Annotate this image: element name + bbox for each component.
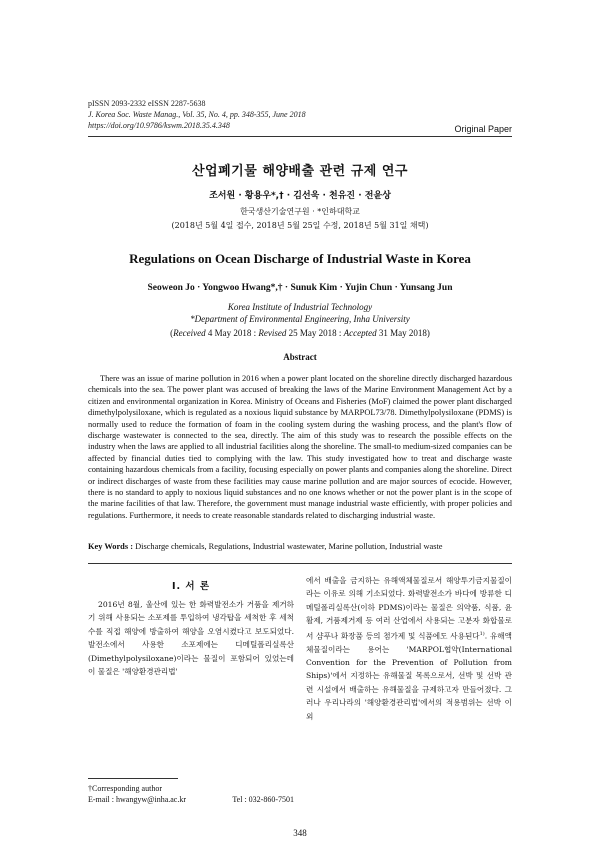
journal-header — [88, 98, 418, 131]
keywords-label: Key Words : — [88, 542, 133, 551]
abstract-heading: Abstract — [283, 352, 317, 362]
accepted-date: 31 May 2018 — [378, 328, 427, 338]
received-label: Received — [173, 328, 206, 338]
section-heading-introduction: I. 서 론 — [171, 581, 211, 592]
reference-marker: 1) — [479, 630, 485, 637]
revised-date: 25 May 2018 — [288, 328, 337, 338]
paper-type-label: Original Paper — [454, 124, 512, 134]
korean-title: 산업폐기물 해양배출 관련 규제 연구 — [192, 164, 408, 179]
corresponding-author-label: †Corresponding author — [88, 784, 162, 793]
corresponding-email[interactable]: E-mail : hwangyw@inha.ac.kr — [88, 795, 187, 804]
korean-dates: (2018년 5월 4일 접수, 2018년 5월 25일 수정, 2018년 5월 31일 채택) — [171, 221, 429, 230]
abstract-text: There was an issue of marine pollution in 2016 when a power plant located on the shoreline directly discharged hazardous chemicals into the sea. The power plant was accused of breaking the laws of the Marine Environment Management Act by a citizen and environmental organization in Korea. Ministry of Oceans and Fisheries (MoF) claimed the power plant discharged dimethylpolysiloxane, which is regulated as a noxious liquid substance by MARPOL73/78. Dimethylpolysiloxane (PDMS) is normally used to reduce the formation of foam in the cooling system during the washing process, and the plant's flow of discharge wastewater is connected to the sea, directly. The aim of this study was to research the possible effects on the industry when the laws are applied to all industrial facilities along the shoreline. The small-to medium-sized companies can be affected by financial duties tied to complying with the law. This study investigated how to treat and discharge waste containing hazardous chemicals from a facility, focusing especially on power plants and companies along the shoreline. Direct or indirect discharges of waste from these facilities may cause marine pollution and are major sources of ecocide. However, there is no standard to apply to noxious liquid substances and no one knows whether or not the power plant is in the scope of the marine facilities of that law. Therefore, the government must manage industrial waste efficiently, with proper policies and regulations. Furthermore, it needs to create reasonable standards related to discharging industrial waste. — [88, 374, 512, 520]
revised-label: Revised — [258, 328, 287, 338]
body-column-right — [306, 574, 512, 723]
english-affiliation-2: *Department of Environmental Engineering, Inha University — [190, 314, 410, 324]
accepted-label: Accepted — [343, 328, 377, 338]
body-paragraph-right: 에서 배출을 금지하는 유해액체물질로서 해양투기금지물질이라는 이유로 의해 기소되었다. 화력발전소가 바다에 방류한 디메틸폴리실록산(이하 PDMS)이라는 물질은 의약품, 식품, 윤활제, 거품제거제 등 여러 산업에서 사용되는 고분자 화합물로서 샴푸나 화장품 등의 첨가제 및 식품에도 사용된다$^{1)}$. 유해액체물질이라는 용어는 'MARPOL협약(International Convention for the Prevention of Pollution from Ships)'에서 지정하는 유해물질 목록으로서, 선박 및 선박 관련 시설에서 배출하는 유해물질을 규제하고자 만들어졌다. 그러나 우리나라의 '해양환경관리법'에서의 적용범위는 선박 이외 — [306, 576, 512, 721]
english-dates: (Received 4 May 2018 : Revised 25 May 2018 : Accepted 31 May 2018) — [170, 328, 430, 338]
korean-affiliation: 한국생산기술연구원 · *인하대학교 — [240, 207, 360, 216]
body-paragraph-left: 2016년 8월, 울산에 있는 한 화력발전소가 거품을 제거하기 위해 사용되는 소포제를 투입하여 냉각탑을 세척한 후 세척수를 직접 해양에 방출하여 해양을 오염시켰다고 보도되었다. 발전소에서 사용한 소포제에는 디메틸폴리실록산(Dimethylpolysiloxane)이라는 물질이 포함되어 있었는데 이 물질은 '해양환경관리법' — [88, 600, 294, 677]
page-number: 348 — [293, 828, 307, 838]
footnote — [88, 783, 294, 805]
english-title: Regulations on Ocean Discharge of Industrial Waste in Korea — [129, 251, 471, 266]
korean-authors: 조서원 · 황용우*,† · 김선욱 · 천유진 · 전윤상 — [209, 191, 391, 201]
issn-line: pISSN 2093-2332 eISSN 2287-5638 — [88, 99, 206, 108]
received-date: 4 May 2018 — [207, 328, 252, 338]
abstract-divider — [88, 563, 512, 564]
body-column-left — [88, 574, 294, 678]
footnote-divider — [88, 778, 178, 779]
corresponding-phone: Tel : 032-860-7501 — [232, 795, 294, 804]
english-affiliation-1: Korea Institute of Industrial Technology — [227, 302, 373, 312]
english-authors: Seoweon Jo · Yongwoo Hwang*,† · Sunuk Kim · Yujin Chun · Yunsang Jun — [147, 283, 453, 293]
keywords-list: Discharge chemicals, Regulations, Industrial wastewater, Marine pollution, Industrial waste — [135, 542, 443, 551]
doi-link[interactable]: https://doi.org/10.9786/kswm.2018.35.4.348 — [88, 121, 230, 130]
header-divider — [88, 136, 512, 137]
journal-citation: J. Korea Soc. Waste Manag., Vol. 35, No. 4, pp. 348-355, June 2018 — [88, 110, 306, 119]
keywords — [88, 541, 512, 552]
